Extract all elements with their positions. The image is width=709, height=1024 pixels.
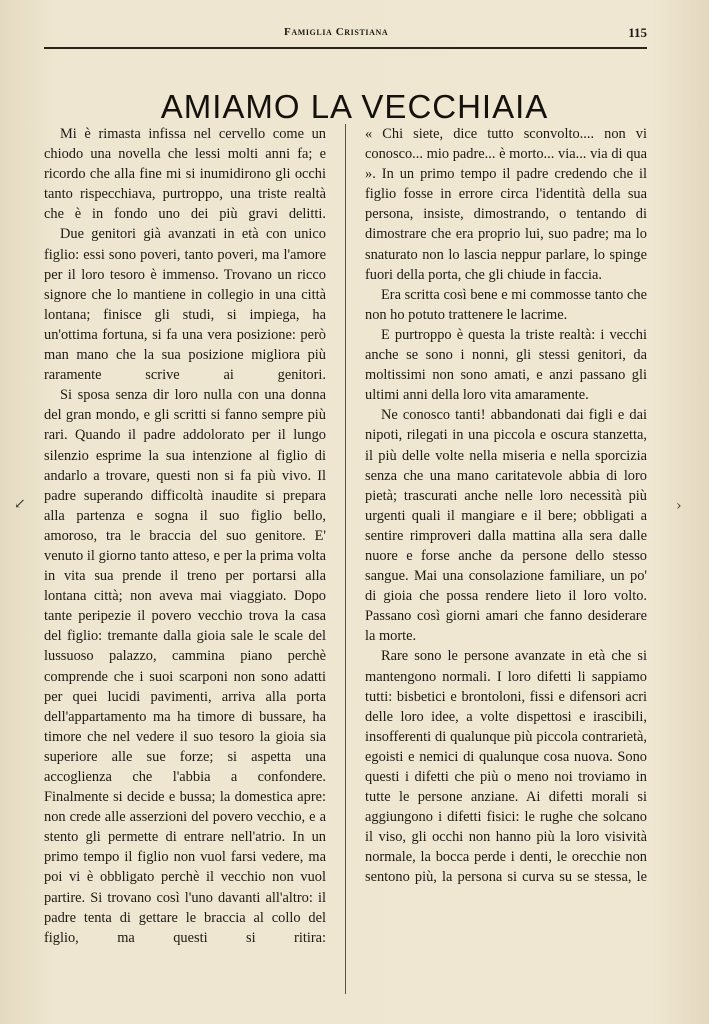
right-column bbox=[365, 124, 647, 888]
paragraph: Rare sono le persone avanzate in età che si mantengono normali. I loro difetti li sappiamo tutti: bisbetici e brontoloni, fissi e difensori acri delle loro idee, a volte dispettosi e irascibili, insofferenti di qualunque più piccola contrarietà, egoisti e nemici di qualunque cosa nuova. Sono questi i difetti che più o meno noi troviamo in tutte le persone anziane. Ai difetti morali si aggiungono i difetti fisici: le rughe che solcano il viso, gli occhi non hanno più la loro visività normale, la bocca perde i denti, le orecchie non sentono più, la persona si curva su se stessa, le bbox=[365, 648, 647, 886]
paragraph: E purtroppo è questa la triste realtà: i vecchi anche se sono i nonni, gli stessi genitori, da moltissimi non sono amati, e anzi passano gli ultimi anni della loro vita amaramente. bbox=[365, 326, 647, 404]
article-title: AMIAMO LA VECCHIAIA bbox=[160, 88, 549, 126]
left-column bbox=[44, 124, 326, 948]
page-number: 115 bbox=[628, 25, 647, 40]
margin-mark: ↙ bbox=[14, 496, 26, 512]
paragraph: « Chi siete, dice tutto sconvolto.... non vi conosco... mio padre... è morto... via... via di qua ». In un primo tempo il padre credendo che il figlio fosse in errore circa l'identità della sua persona, insiste, dimostrando, o tentando di dimostrare che era proprio lui, suo padre; ma lo snaturato non lo lascia neppur parlare, lo spinge fuori della porta, che gli chiude in faccia. bbox=[365, 126, 647, 283]
magazine-name: Famiglia Cristiana bbox=[284, 26, 389, 38]
paragraph: Era scritta così bene e mi commosse tanto che non ho potuto trattenere le lacrime. bbox=[365, 286, 647, 323]
paragraph: Ne conosco tanti! abbandonati dai figli e dai nipoti, rilegati in una piccola e oscura stanzetta, il più delle volte nella miseria e nella sporcizia senza che una mano caritatevole abbia di loro pietà; trascurati anche nelle loro necessità più urgenti quali il mangiare e il bere; obbligati a sentire rimproveri dalla mattina alla sera dalle nuore e forse anche da persone dello stesso sangue. Mai una consolazione familiare, un po' di gioia che possa rendere lieto il loro volto. Passano così giorni amari che fanno desiderare la morte. bbox=[365, 407, 647, 645]
page-header bbox=[44, 22, 647, 44]
margin-mark: › bbox=[676, 498, 682, 514]
paragraph: Si sposa senza dir loro nulla con una donna del gran mondo, e gli scritti si fanno sempre più rari. Quando il padre addolorato per il lungo silenzio esprime la sua intenzione al figlio di andarlo a trovare, questi non si fa più vivo. Il padre superando difficoltà inaudite si prepara alla partenza e sogna il suo figlio bello, amoroso, tra le braccia del suo genitore. E' venuto il giorno tanto atteso, e per la prima volta in vita sua prende il treno per portarsi alla lontana città; non aveva mai viaggiato. Dopo tante peripezie il povero vecchio trova la casa del figlio: tremante dalla gioia sale le scale del lussuoso palazzo, cammina piano perchè comprende che i suoi scarponi non sono adatti per quei lucidi pavimenti, arriva alla porta dell'appartamento ma ha timore di bussare, ha timore che nel vedere il suo tesoro la gioia sia superiore alle sue forze; si aspetta una accoglienza che l'abbia a confondere. Finalmente si decide e bussa; la domestica apre: non crede alle asserzioni del povero vecchio, e a stento gli permette di entrare nell'atrio. In un primo tempo il figlio non vuol farsi vedere, ma poi vi è obbligato perchè il vecchio non vuol partire. Si trovano così l'uno davanti all'altro: il padre tenta di gettare le braccia al collo del figlio, ma questi si ritira: bbox=[44, 387, 326, 946]
paragraph: Due genitori già avanzati in età con unico figlio: essi sono poveri, tanto poveri, ma l'amore per il loro tesoro è immenso. Trovano un ricco signore che lo mantiene in collegio in una città lontana; finisce gli studi, si impiega, ha un'ottima fortuna, si fa una vera posizione: però man mano che la sua posizione migliora più raramente scrive ai genitori. bbox=[44, 226, 326, 384]
paragraph: Mi è rimasta infissa nel cervello come un chiodo una novella che lessi molti anni fa; e ricordo che alla fine mi si inumidirono gli occhi tanto rispecchiava, purtroppo, una triste realtà che è in fondo uno dei più gravi delitti. bbox=[44, 126, 326, 223]
column-divider bbox=[345, 124, 346, 994]
header-rule bbox=[44, 47, 647, 49]
